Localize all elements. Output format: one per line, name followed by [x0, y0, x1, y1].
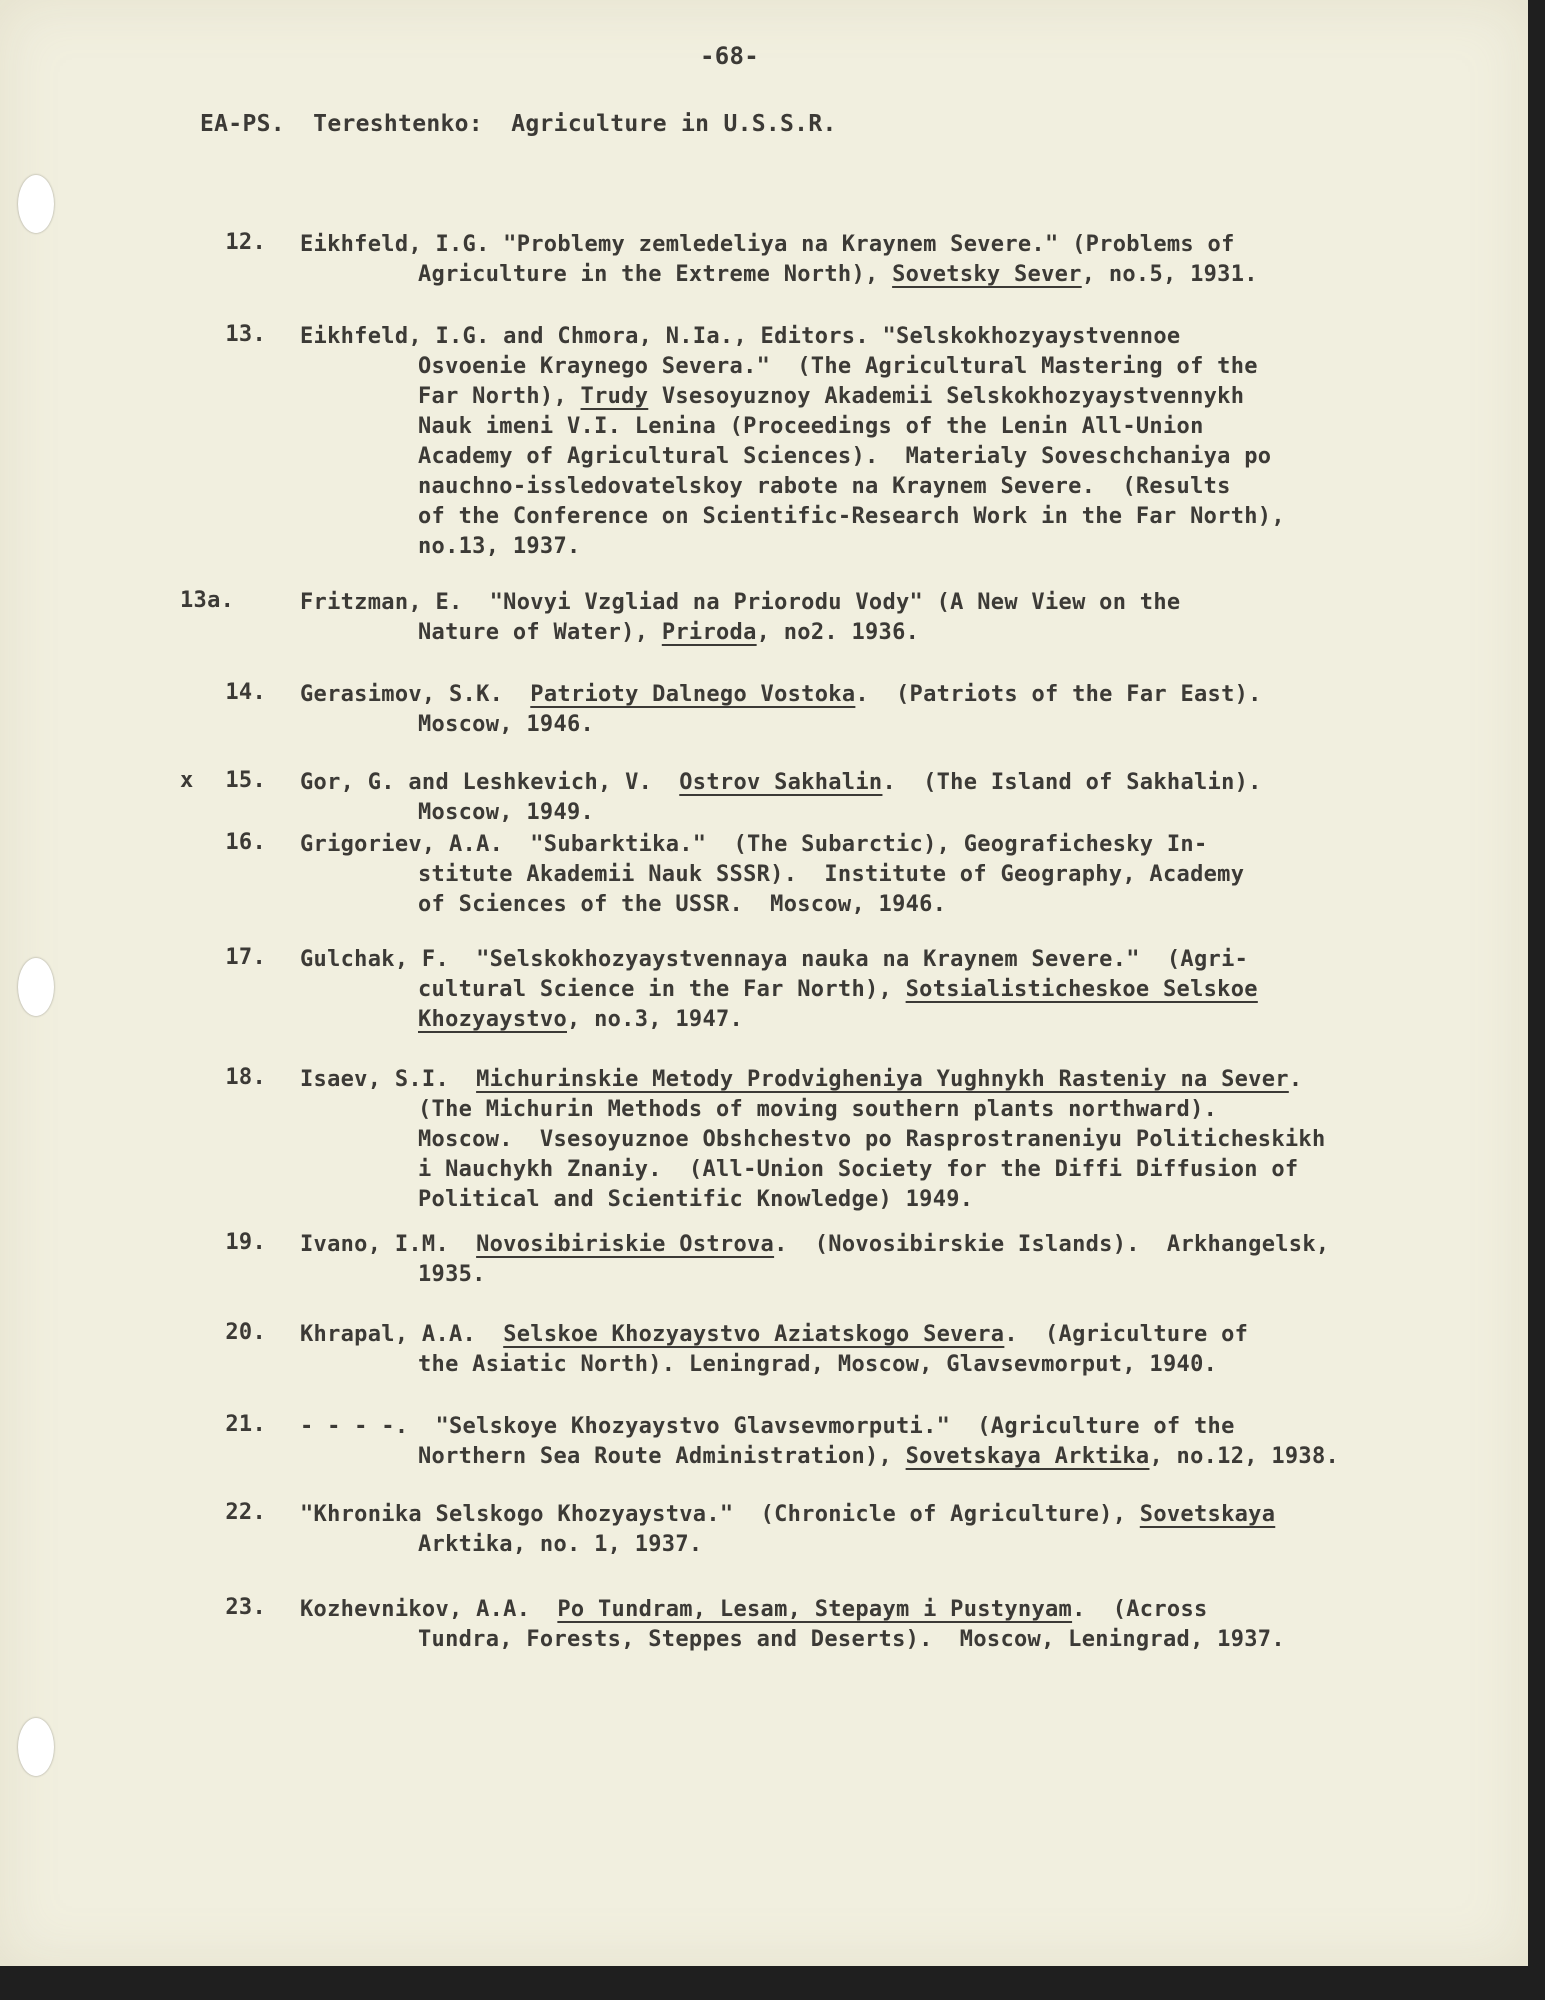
entry-body	[300, 945, 1420, 1035]
entry-line	[300, 1125, 1420, 1155]
underlined-title: Sovetskaya	[1139, 1502, 1276, 1527]
scan-edge-right	[1528, 0, 1545, 2000]
entry-body	[300, 768, 1420, 828]
entry-line	[300, 1412, 1420, 1442]
entry-text: Arktika, no. 1, 1937.	[418, 1532, 703, 1557]
entry-text: Grigoriev, A.A. "Subarktika." (The Subarctic), Geografichesky In-	[300, 832, 1208, 857]
entry-text: , no2. 1936.	[756, 620, 920, 645]
entry-text: Political and Scientific Knowledge) 1949.	[418, 1187, 974, 1212]
entry-text: cultural Science in the Far North),	[418, 977, 906, 1002]
underlined-title: Po Tundram, Lesam, Stepaym i Pustynyam	[557, 1597, 1073, 1622]
entry-text: Agriculture in the Extreme North),	[418, 262, 893, 287]
entry-text: Gerasimov, S.K.	[300, 682, 531, 707]
entry-text: no.13, 1937.	[418, 534, 581, 559]
page-number: -68-	[700, 42, 759, 70]
entry-text: Gor, G. and Leshkevich, V.	[300, 770, 680, 795]
entry-line	[300, 260, 1420, 290]
running-header: EA-PS. Tereshtenko: Agriculture in U.S.S.R.	[200, 111, 837, 137]
entry-text: , no.3, 1947.	[567, 1007, 744, 1032]
entry-number: 14.	[225, 680, 266, 705]
underlined-title: Khozyaystvo	[418, 1007, 567, 1032]
entry-text: of the Conference on Scientific-Research Work in the Far North),	[418, 504, 1285, 529]
entry-line	[300, 890, 1420, 920]
underlined-title: Novosibiriskie Ostrova	[476, 1232, 775, 1257]
entry-number: 12.	[225, 230, 266, 255]
handwritten-marker: x	[180, 768, 194, 793]
entry-line	[300, 322, 1420, 352]
entry-line	[300, 1530, 1420, 1560]
entry-line	[300, 768, 1420, 798]
entry-text: . (The Island of Sakhalin).	[882, 770, 1262, 795]
entry-number: 20.	[225, 1320, 266, 1345]
entry-number: 23.	[225, 1595, 266, 1620]
entry-text: . (Patriots of the Far East).	[855, 682, 1262, 707]
underlined-title: Sovetsky Sever	[892, 262, 1082, 287]
entry-text: .	[1288, 1067, 1303, 1092]
entry-text: "Khronika Selskogo Khozyaystva." (Chronicle of Agriculture),	[300, 1502, 1140, 1527]
entry-line	[300, 352, 1420, 382]
entry-body	[300, 1065, 1420, 1215]
entry-line	[300, 1230, 1420, 1260]
entry-text: stitute Akademii Nauk SSSR). Institute of Geography, Academy	[418, 862, 1245, 887]
entry-text: Eikhfeld, I.G. and Chmora, N.Ia., Editors. "Selskokhozyaystvennoe	[300, 324, 1181, 349]
binder-hole-middle	[18, 958, 54, 1016]
entry-text: Moscow. Vsesoyuznoe Obshchestvo po Rasprostraneniyu Politicheskikh	[418, 1127, 1326, 1152]
entry-text: Tundra, Forests, Steppes and Deserts). Moscow, Leningrad, 1937.	[418, 1627, 1285, 1652]
entry-text: Vsesoyuznoy Akademii Selskokhozyaystvennykh	[648, 384, 1245, 409]
entry-line	[300, 1320, 1420, 1350]
entry-line	[300, 1595, 1420, 1625]
entry-line	[300, 1260, 1420, 1290]
entry-body	[300, 1595, 1420, 1655]
entry-text: Osvoenie Kraynego Severa." (The Agricultural Mastering of the	[418, 354, 1258, 379]
entry-number: 21.	[225, 1412, 266, 1437]
entry-text: . (Across	[1072, 1597, 1208, 1622]
entry-text: Isaev, S.I.	[300, 1067, 477, 1092]
underlined-title: Patrioty Dalnego Vostoka	[530, 682, 856, 707]
entry-line	[300, 860, 1420, 890]
entry-number: 18.	[225, 1065, 266, 1090]
entry-text: , no.12, 1938.	[1149, 1444, 1340, 1469]
entry-line	[300, 532, 1420, 562]
entry-line	[300, 1625, 1420, 1655]
entry-text: Nature of Water),	[418, 620, 662, 645]
entry-text: , no.5, 1931.	[1081, 262, 1258, 287]
binder-hole-bottom	[18, 1718, 54, 1776]
entry-line	[300, 680, 1420, 710]
entry-line	[300, 502, 1420, 532]
entry-line	[300, 1500, 1420, 1530]
entry-body	[300, 588, 1420, 648]
entry-text: Kozhevnikov, A.A.	[300, 1597, 558, 1622]
entry-text: Fritzman, E. "Novyi Vzgliad na Priorodu Vody" (A New View on the	[300, 590, 1181, 615]
entry-body	[300, 680, 1420, 740]
entry-number: 13a.	[180, 588, 235, 613]
entry-text: the Asiatic North). Leningrad, Moscow, Glavsevmorput, 1940.	[418, 1352, 1218, 1377]
underlined-title: Priroda	[661, 620, 757, 645]
entry-text: of Sciences of the USSR. Moscow, 1946.	[418, 892, 947, 917]
entry-line	[300, 442, 1420, 472]
underlined-title: Ostrov Sakhalin	[679, 770, 883, 795]
underlined-title: Sovetskaya Arktika	[905, 1444, 1150, 1469]
entry-body	[300, 1320, 1420, 1380]
entry-number: 13.	[225, 322, 266, 347]
entry-body	[300, 1500, 1420, 1560]
entry-text: Northern Sea Route Administration),	[418, 1444, 906, 1469]
entry-line	[300, 472, 1420, 502]
entry-text: (The Michurin Methods of moving southern plants northward).	[418, 1097, 1218, 1122]
scan-edge-bottom	[0, 1966, 1545, 2000]
underlined-title: Michurinskie Metody Prodvigheniya Yughnykh Rasteniy na Sever	[476, 1067, 1289, 1092]
entry-line	[300, 1350, 1420, 1380]
entry-line	[300, 1095, 1420, 1125]
entry-line	[300, 830, 1420, 860]
entry-number: 19.	[225, 1230, 266, 1255]
underlined-title: Sotsialisticheskoe Selskoe	[905, 977, 1258, 1002]
entry-text: . (Novosibirskie Islands). Arkhangelsk,	[774, 1232, 1330, 1257]
entry-body	[300, 830, 1420, 920]
entry-text: nauchno-issledovatelskoy rabote na Kraynem Severe. (Results	[418, 474, 1231, 499]
underlined-title: Trudy	[580, 384, 649, 409]
entry-text: Ivano, I.M.	[300, 1232, 477, 1257]
entry-body	[300, 230, 1420, 290]
entry-number: 16.	[225, 830, 266, 855]
entry-text: i Nauchykh Znaniy. (All-Union Society for the Diffi Diffusion of	[418, 1157, 1299, 1182]
binder-hole-top	[18, 175, 54, 233]
entry-line	[300, 1185, 1420, 1215]
entry-text: . (Agriculture of	[1004, 1322, 1249, 1347]
entry-line	[300, 945, 1420, 975]
entry-body	[300, 1412, 1420, 1472]
entry-number: 22.	[225, 1500, 266, 1525]
entry-text: Moscow, 1949.	[418, 800, 595, 825]
entry-text: Khrapal, A.A.	[300, 1322, 504, 1347]
entry-number: 15.	[225, 768, 266, 793]
entry-line	[300, 382, 1420, 412]
entry-line	[300, 1005, 1420, 1035]
entry-text: Far North),	[418, 384, 581, 409]
entry-text: Moscow, 1946.	[418, 712, 595, 737]
entry-line	[300, 412, 1420, 442]
entry-line	[300, 1065, 1420, 1095]
entry-text: Nauk imeni V.I. Lenina (Proceedings of the Lenin All-Union	[418, 414, 1204, 439]
entry-text: 1935.	[418, 1262, 486, 1287]
entry-line	[300, 798, 1420, 828]
entry-line	[300, 230, 1420, 260]
entry-text: Academy of Agricultural Sciences). Materialy Soveschchaniya po	[418, 444, 1272, 469]
entry-text: Gulchak, F. "Selskokhozyaystvennaya nauka na Kraynem Severe." (Agri-	[300, 947, 1249, 972]
entry-line	[300, 618, 1420, 648]
entry-body	[300, 322, 1420, 562]
entry-line	[300, 975, 1420, 1005]
entry-line	[300, 1155, 1420, 1185]
entry-body	[300, 1230, 1420, 1290]
underlined-title: Selskoe Khozyaystvo Aziatskogo Severa	[503, 1322, 1005, 1347]
entry-number: 17.	[225, 945, 266, 970]
entry-text: Eikhfeld, I.G. "Problemy zemledeliya na Kraynem Severe." (Problems of	[300, 232, 1235, 257]
entry-text: - - - -. "Selskoye Khozyaystvo Glavsevmorputi." (Agriculture of the	[300, 1414, 1235, 1439]
entry-line	[300, 710, 1420, 740]
entry-line	[300, 588, 1420, 618]
entry-line	[300, 1442, 1420, 1472]
